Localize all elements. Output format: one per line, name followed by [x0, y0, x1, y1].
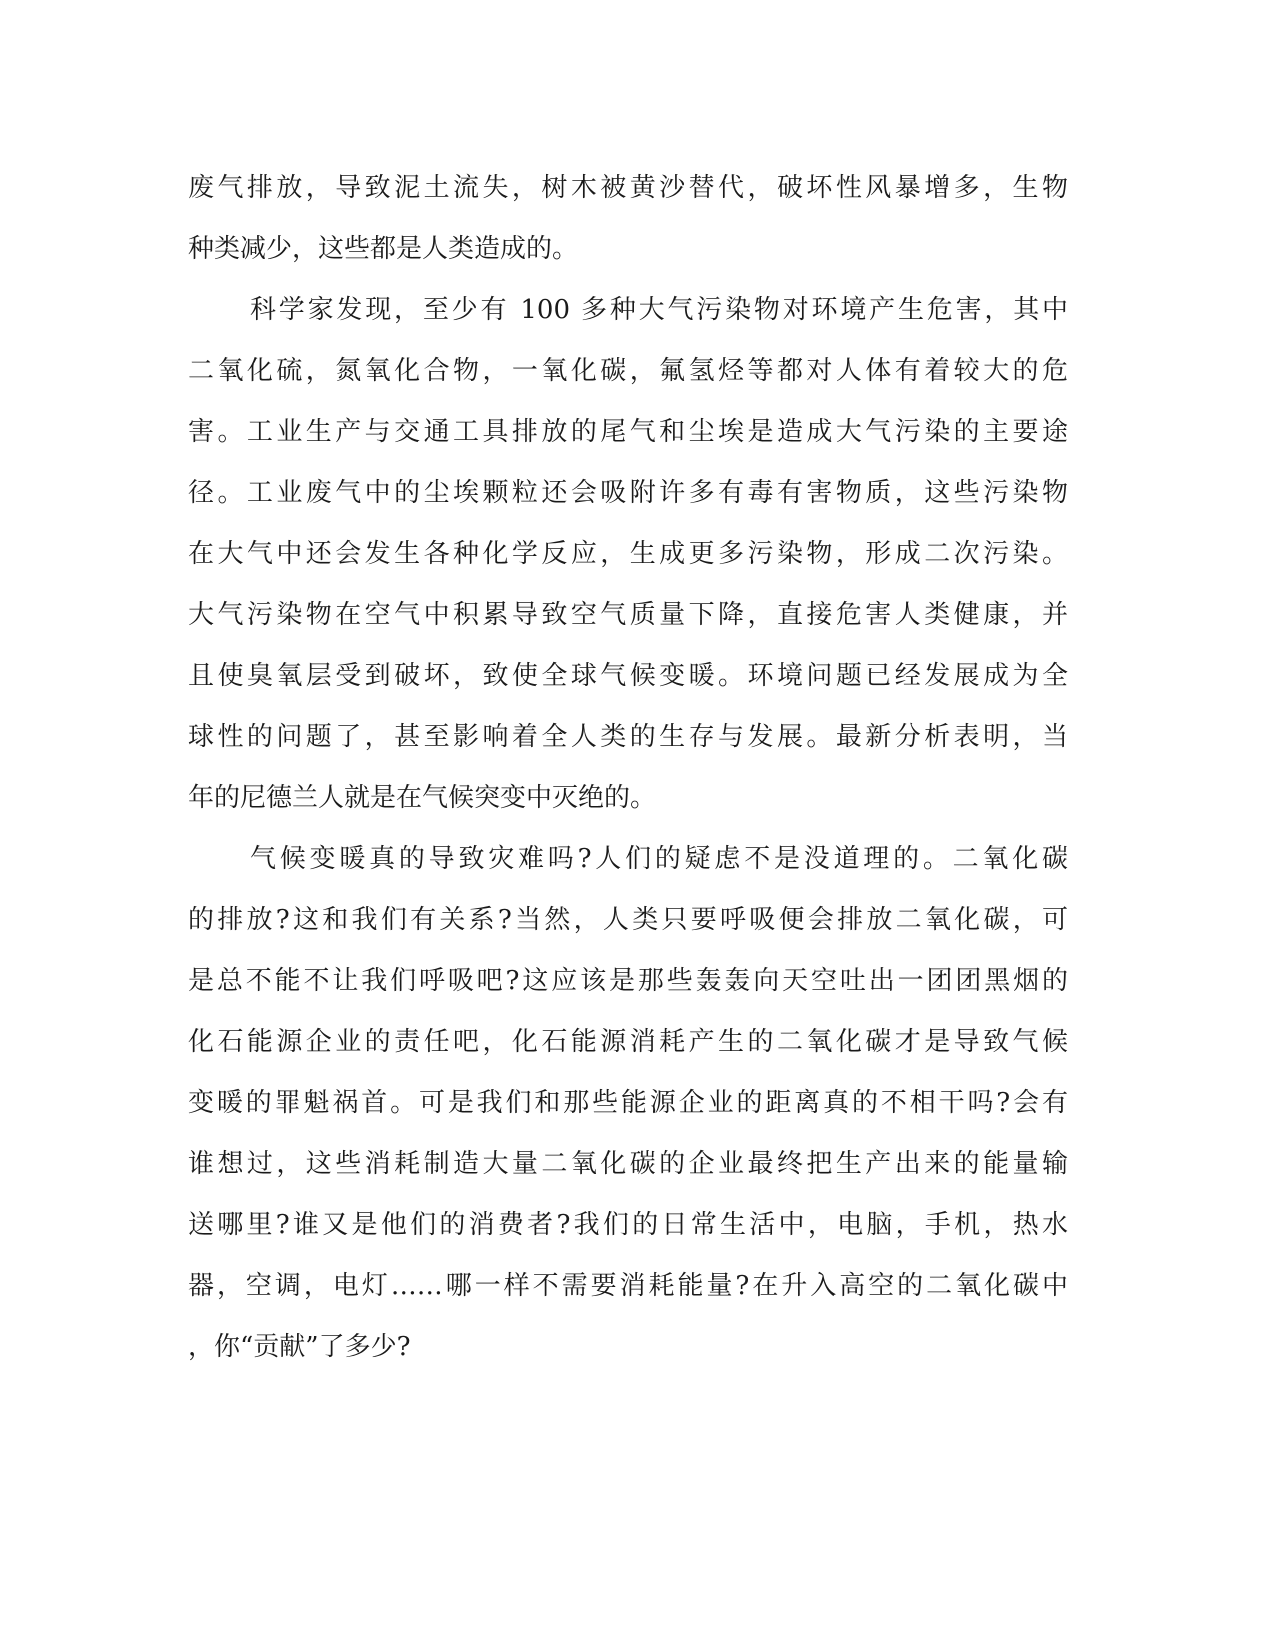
paragraph-line: 且使臭氧层受到破坏，致使全球气候变暖。环境问题已经发展成为全 — [188, 661, 1068, 691]
paragraph-line: 谁想过，这些消耗制造大量二氧化碳的企业最终把生产出来的能量输 — [188, 1149, 1068, 1179]
paragraph-1 — [188, 158, 1068, 280]
paragraph-line: 是总不能不让我们呼吸吧?这应该是那些轰轰向天空吐出一团团黑烟的 — [188, 966, 1068, 996]
paragraph-line: 化石能源企业的责任吧，化石能源消耗产生的二氧化碳才是导致气候 — [188, 1027, 1068, 1057]
paragraph-line: 变暖的罪魁祸首。可是我们和那些能源企业的距离真的不相干吗?会有 — [188, 1088, 1068, 1118]
paragraph-line: 二氧化硫，氮氧化合物，一氧化碳，氟氢烃等都对人体有着较大的危 — [188, 356, 1068, 386]
paragraph-line: 的排放?这和我们有关系?当然，人类只要呼吸便会排放二氧化碳，可 — [188, 905, 1068, 935]
paragraph-line: 送哪里?谁又是他们的消费者?我们的日常生活中，电脑，手机，热水 — [188, 1210, 1068, 1240]
paragraph-line: 大气污染物在空气中积累导致空气质量下降，直接危害人类健康，并 — [188, 600, 1068, 630]
paragraph-line: 气候变暖真的导致灾难吗?人们的疑虑不是没道理的。二氧化碳 — [250, 844, 1068, 874]
paragraph-3 — [188, 829, 1068, 1378]
paragraph-line: 球性的问题了，甚至影响着全人类的生存与发展。最新分析表明，当 — [188, 722, 1068, 752]
paragraph-line: 径。工业废气中的尘埃颗粒还会吸附许多有毒有害物质，这些污染物 — [188, 478, 1068, 508]
paragraph-2 — [188, 280, 1068, 829]
paragraph-line: 种类减少，这些都是人类造成的。 — [188, 234, 579, 264]
paragraph-line: 废气排放，导致泥土流失，树木被黄沙替代，破坏性风暴增多，生物 — [188, 173, 1068, 203]
paragraph-line: 害。工业生产与交通工具排放的尾气和尘埃是造成大气污染的主要途 — [188, 417, 1068, 447]
paragraph-line: 在大气中还会发生各种化学反应，生成更多污染物，形成二次污染。 — [188, 539, 1068, 569]
paragraph-line: ，你“贡献”了多少? — [188, 1332, 411, 1362]
paragraph-line: 器，空调，电灯……哪一样不需要消耗能量?在升入高空的二氧化碳中 — [188, 1271, 1068, 1301]
paragraph-line: 年的尼德兰人就是在气候突变中灭绝的。 — [188, 783, 657, 813]
paragraph-line: 科学家发现，至少有 100 多种大气污染物对环境产生危害，其中 — [250, 295, 1068, 325]
document-body — [188, 158, 1068, 1378]
